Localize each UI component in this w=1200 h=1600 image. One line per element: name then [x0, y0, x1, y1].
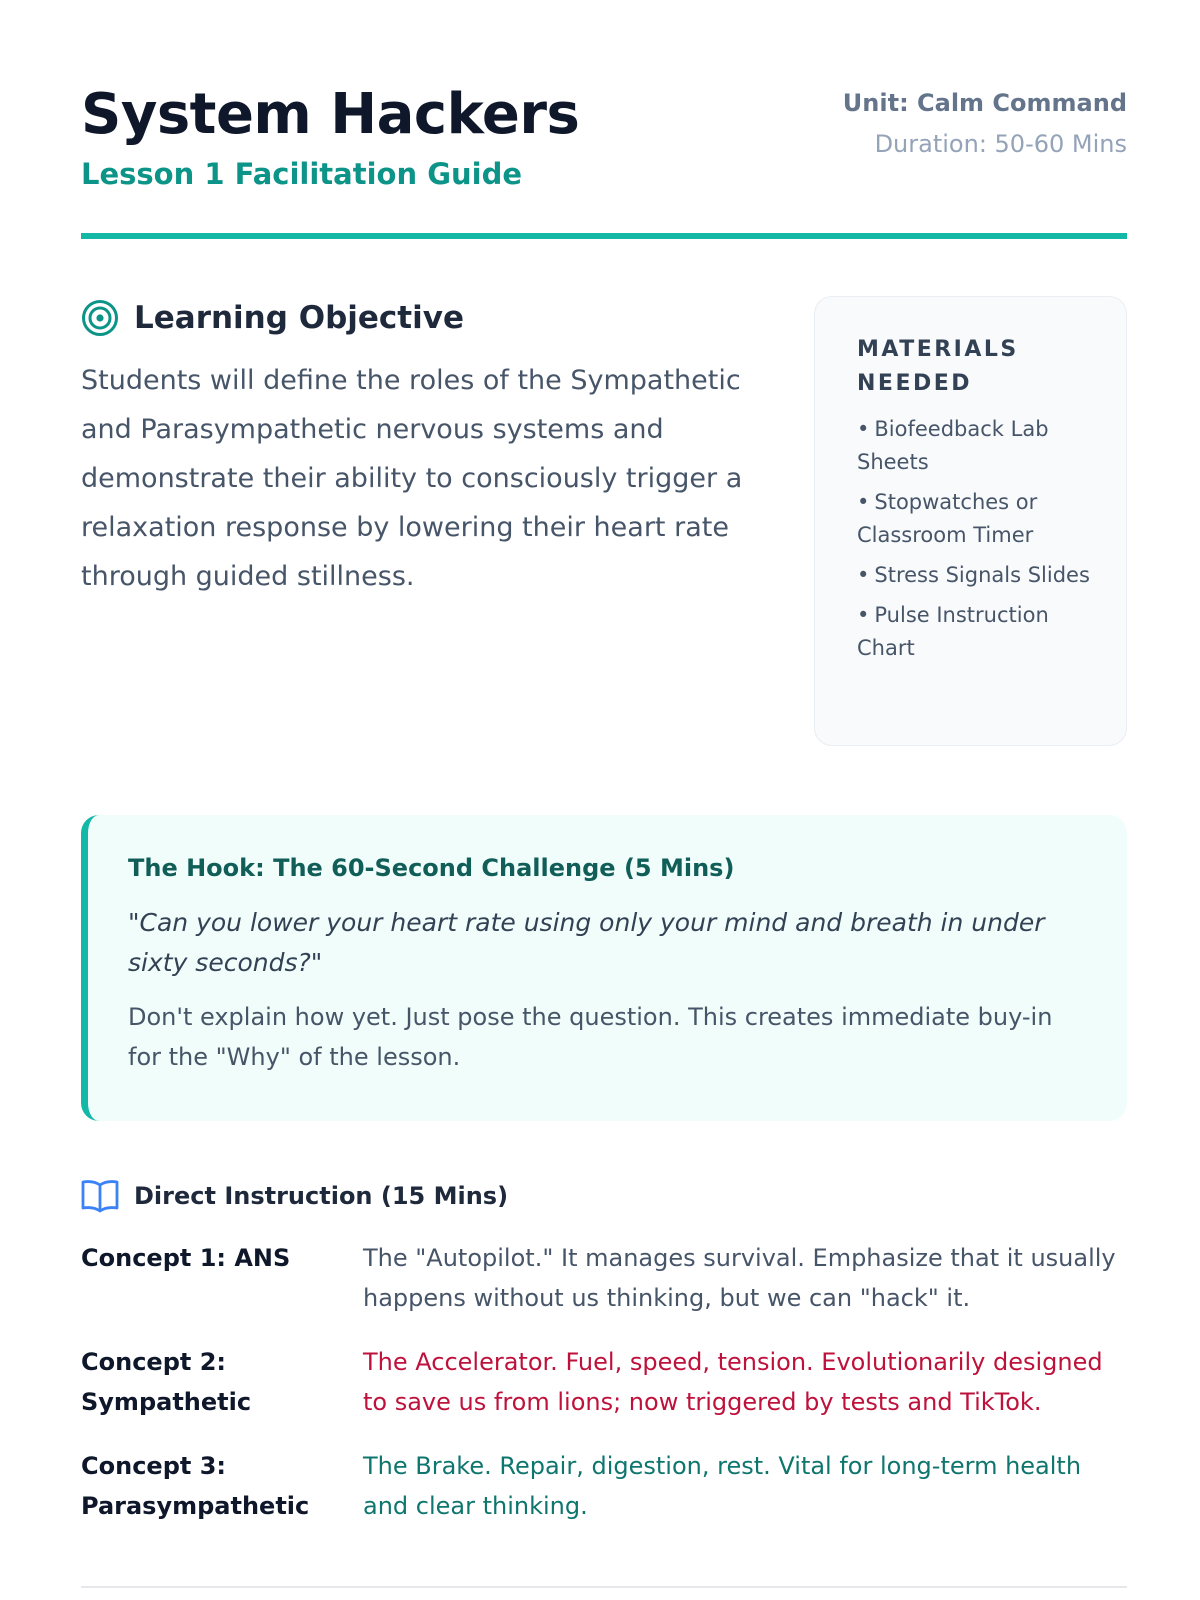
concept-description: The "Autopilot." It manages survival. Emphasize that it usually happens without us thinking, but we can "hack" it. — [363, 1244, 1116, 1312]
learning-objective-text: Students will define the roles of the Sympathetic and Parasympathetic nervous systems and demonstrate their ability to consciously trigger a relaxation response by lowering their heart rate through guided stillness. — [81, 365, 743, 592]
unit-label: Unit: Calm Command — [842, 89, 1127, 117]
materials-card — [814, 296, 1127, 746]
page-subtitle: Lesson 1 Facilitation Guide — [81, 157, 523, 191]
duration-label: Duration: 50-60 Mins — [874, 130, 1127, 158]
materials-item: • Pulse Instruction Chart — [857, 599, 1096, 665]
concept-row-sympathetic — [81, 1342, 1127, 1422]
materials-item: • Biofeedback Lab Sheets — [857, 413, 1096, 479]
concept-row-ans — [81, 1238, 1127, 1318]
materials-list — [857, 413, 1096, 665]
concept-description: The Brake. Repair, digestion, rest. Vital for long-term health and clear thinking. — [363, 1452, 1082, 1520]
concept-row-parasympathetic — [81, 1446, 1127, 1526]
page-title: System Hackers — [81, 82, 580, 147]
concept-label: Concept 3: Parasympathetic — [81, 1452, 310, 1520]
open-book-icon — [81, 1179, 119, 1213]
learning-objective-section — [81, 296, 761, 601]
hook-callout — [81, 815, 1127, 1121]
hook-title: The Hook: The 60-Second Challenge (5 Mins) — [128, 854, 735, 882]
page-header — [81, 80, 1127, 240]
learning-objective-heading: Learning Objective — [134, 300, 464, 336]
hook-quote: "Can you lower your heart rate using only your mind and breath in under sixty seconds?" — [128, 908, 1045, 977]
section-divider — [81, 1586, 1127, 1588]
direct-instruction-heading: Direct Instruction (15 Mins) — [134, 1182, 509, 1210]
materials-heading: MATERIALS NEEDED — [857, 337, 1019, 396]
materials-item: • Stress Signals Slides — [857, 559, 1096, 592]
materials-item: • Stopwatches or Classroom Timer — [857, 486, 1096, 552]
concept-description: The Accelerator. Fuel, speed, tension. Evolutionarily designed to save us from lions; now triggered by tests and TikTok. — [363, 1348, 1103, 1416]
direct-instruction-heading-row — [81, 1176, 1127, 1216]
concept-label: Concept 2: Sympathetic — [81, 1348, 252, 1416]
direct-instruction-section — [81, 1176, 1127, 1550]
lesson-guide-page — [81, 0, 1127, 1600]
learning-objective-heading-row — [81, 296, 761, 340]
concepts-list — [81, 1238, 1127, 1526]
concept-label: Concept 1: ANS — [81, 1244, 291, 1272]
hook-note: Don't explain how yet. Just pose the question. This creates immediate buy-in for the "Why" of the lesson. — [128, 1003, 1053, 1071]
target-icon — [81, 299, 119, 337]
header-divider — [81, 233, 1127, 239]
